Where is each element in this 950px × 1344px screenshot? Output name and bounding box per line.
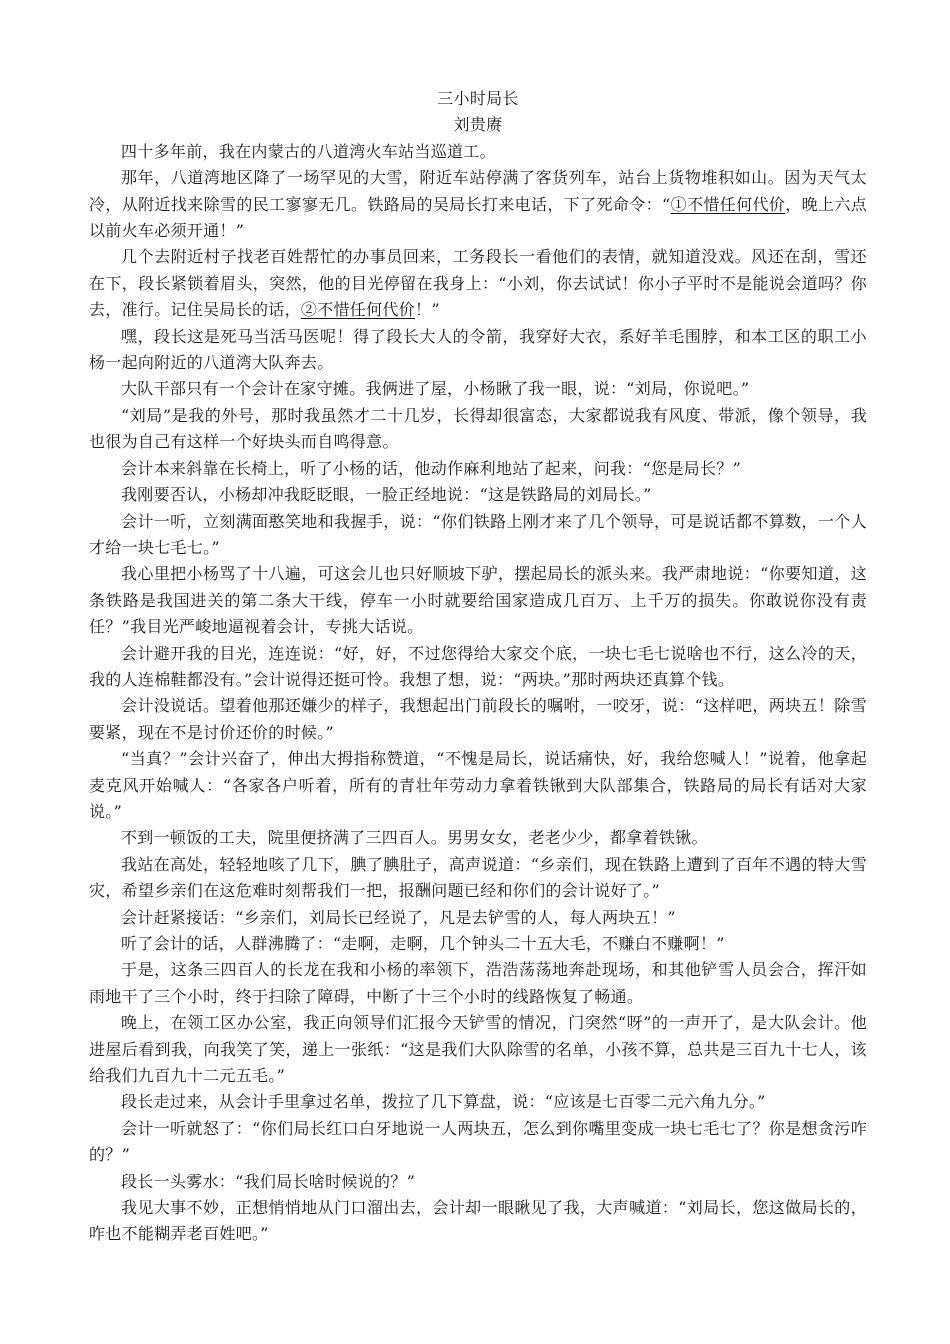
paragraph: [89, 165, 867, 244]
paragraph-text: 我刚要否认，小杨却冲我眨眨眼，一脸正经地说：“这是铁路局的刘局长。”: [121, 485, 652, 505]
paragraph-text: 晚上，在领工区办公室，我正向领导们汇报今天铲雪的情况，门突然“呀”的一声开了，是大队会计。他进屋后看到我，向我笑了笑，递上一张纸：“这是我们大队除雪的名单，小孩不算，总共是三百九十七人，该给我们九百九十二元五毛。”: [89, 1013, 867, 1086]
paragraph: [89, 139, 867, 165]
paragraph: [89, 1169, 867, 1195]
paragraph-text: 会计一听，立刻满面憨笑地和我握手，说：“你们铁路上刚才来了几个领导，可是说话都不算数，一个人才给一块七毛七。”: [89, 511, 867, 557]
paragraph-text: ！”: [415, 300, 440, 320]
paragraph: [89, 244, 867, 323]
paragraph-text: “当真？”会计兴奋了，伸出大拇指称赞道，“不愧是局长，说话痛快，好，我给您喊人！”说着，他拿起麦克风开始喊人：“各家各户听着，所有的青壮年劳动力拿着铁锹到大队部集合，铁路局的局长有话对大家说。”: [89, 749, 867, 821]
paragraph-text: 那年，八道湾地区降了一场罕见的大雪，附近车站停满了客货列车，站台上货物堆积如山。因为天气太冷，从附近找来除雪的民工寥寥无几。铁路局的吴局长打来电话，下了死命令：“: [89, 168, 867, 214]
paragraph: [89, 324, 867, 377]
paragraph-text: 段长走过来，从会计手里拿过名单，拨拉了几下算盘，说：“应该是七百零二元六角九分。”: [121, 1092, 766, 1112]
paragraph-text: 我见大事不妙，正想悄悄地从门口溜出去，会计却一眼瞅见了我，大声喊道：“刘局长，您这做局长的，咋也不能糊弄老百姓吧。”: [89, 1198, 867, 1244]
paragraph-text: 四十多年前，我在内蒙古的八道湾火车站当巡道工。: [121, 141, 496, 161]
paragraph-text: 于是，这条三四百人的长龙在我和小杨的率领下，浩浩荡荡地奔赴现场，和其他铲雪人员会合，挥汗如雨地干了三个小时，终于扫除了障碍，中断了十三个小时的线路恢复了畅通。: [89, 960, 867, 1006]
paragraph-text: 我心里把小杨骂了十八遍，可这会儿也只好顺坡下驴，摆起局长的派头来。我严肃地说：“你要知道，这条铁路是我国进关的第二条大干线，停车一小时就要给国家造成几百万、上千万的损失。你敢说你没有责任？”我目光严峻地逼视着会计，专挑大话说。: [89, 564, 867, 637]
paragraph-text: 不到一顿饭的工夫，院里便挤满了三四百人。男男女女，老老少少，都拿着铁锹。: [121, 828, 708, 848]
paragraph-text: 我站在高处，轻轻地咳了几下，腆了腆肚子，高声说道：“乡亲们，现在铁路上遭到了百年不遇的特大雪灾，希望乡亲们在这危难时刻帮我们一把，报酬问题已经和你们的会计说好了。”: [89, 854, 867, 901]
paragraph: [89, 905, 867, 931]
paragraph: [89, 641, 867, 694]
paragraph: [89, 509, 867, 562]
paragraph: [89, 561, 867, 640]
paragraph: [89, 376, 867, 402]
article-title: 三小时局长: [437, 89, 519, 108]
paragraph-text: 会计一听就怒了：“你们局长红口白牙地说一人两块五，怎么到你嘴里变成一块七毛七了？你是想贪污咋的？”: [89, 1118, 867, 1165]
paragraph-text: 大队干部只有一个会计在家守摊。我俩进了屋，小杨瞅了我一眼，说：“刘局，你说吧。”: [121, 379, 750, 399]
paragraph: [89, 931, 867, 957]
underlined-phrase: ②不惜任何代价: [300, 300, 416, 320]
paragraph-text: 几个去附近村子找老百姓帮忙的办事员回来，工务段长一看他们的表情，就知道没戏。风还在刮，雪还在下，段长紧锁着眉头，突然，他的目光停留在我身上：“小刘，你去试试！你小子平时不是能说会道吗？你去，准行。记住吴局长的话，: [89, 247, 867, 320]
paragraph-text: 段长一头雾水：“我们局长啥时候说的？”: [121, 1171, 416, 1191]
paragraph-text: “刘局”是我的外号，那时我虽然才二十几岁，长得却很富态，大家都说我有风度、带派，像个领导，我也很为自己有这样一个好块头而自鸣得意。: [89, 405, 867, 452]
paragraph-text: ，晚上六点以前火车必须开通！”: [89, 194, 867, 241]
paragraph: [89, 957, 867, 1010]
paragraph-text: 嘿，段长这是死马当活马医呢！得了段长大人的令箭，我穿好大衣，系好羊毛围脖，和本工区的职工小杨一起向附近的八道湾大队奔去。: [89, 326, 867, 373]
paragraph: [89, 825, 867, 851]
paragraph-text: 会计避开我的目光，连连说：“好，好，不过您得给大家交个底，一块七毛七说啥也不行，这么冷的天，我的人连棉鞋都没有。”会计说得还挺可怜。我想了想，说：“两块。”那时两块还真算个钱。: [89, 643, 867, 689]
article: [89, 86, 867, 1248]
paragraph-text: 听了会计的话，人群沸腾了：“走啊，走啊，几个钟头二十五大毛，不赚白不赚啊！”: [121, 934, 725, 953]
paragraph: [89, 693, 867, 746]
paragraph-text: 会计本来斜靠在长椅上，听了小杨的话，他动作麻利地站了起来，问我：“您是局长？”: [121, 458, 742, 478]
paragraph: [89, 456, 867, 482]
paragraph: [89, 403, 867, 456]
paragraph: [89, 482, 867, 508]
paragraph: [89, 1195, 867, 1248]
paragraph: [89, 746, 867, 825]
article-author: 刘贵赓: [453, 115, 503, 135]
paragraph: [89, 1010, 867, 1089]
article-body: [89, 139, 867, 1248]
paragraph: [89, 852, 867, 905]
paragraph-text: 会计没说话。望着他那还嫌少的样子，我想起出门前段长的嘱咐，一咬牙，说：“这样吧，两块五！除雪要紧，现在不是讨价还价的时候。”: [89, 696, 867, 742]
underlined-phrase: ①不惜任何代价: [670, 194, 786, 214]
paragraph: [89, 1089, 867, 1115]
paragraph: [89, 1116, 867, 1169]
paragraph-text: 会计赶紧接话：“乡亲们，刘局长已经说了，凡是去铲雪的人，每人两块五！”: [121, 907, 676, 927]
